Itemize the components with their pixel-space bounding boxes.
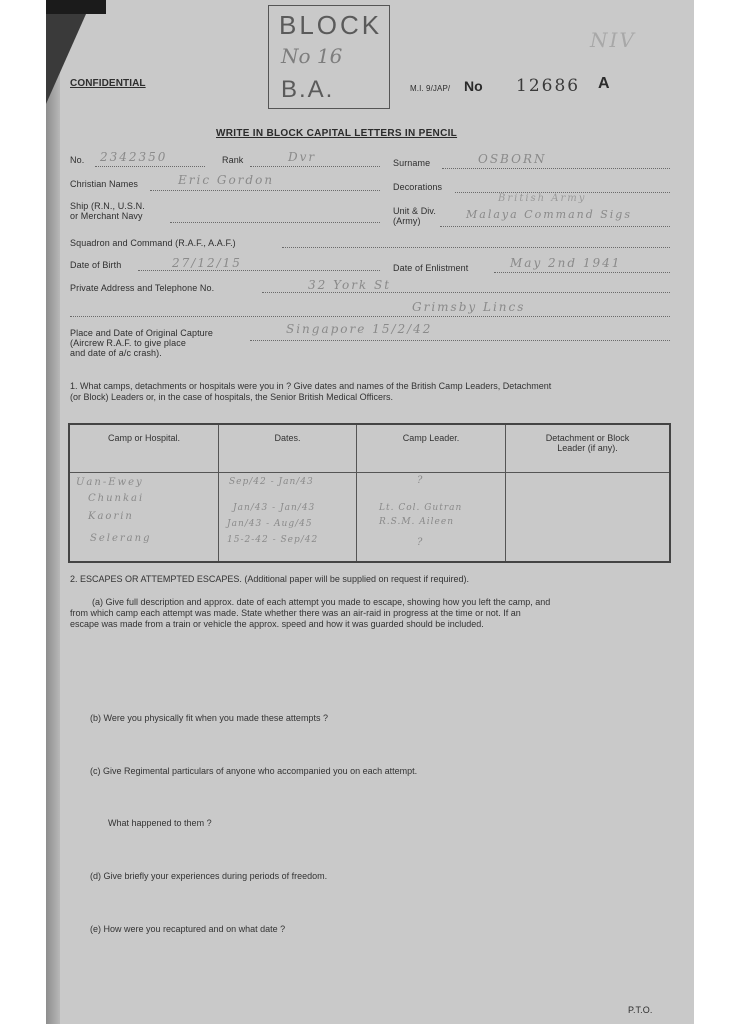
unit-value-1: British Army	[498, 193, 587, 204]
date-entry: Sep/42 - Jan/43	[229, 477, 314, 487]
address-value-1: 32 York St	[308, 278, 392, 292]
camp-cell	[69, 473, 219, 563]
capture-value: Singapore 15/2/42	[286, 322, 433, 336]
unit-label-line-2: (Army)	[393, 216, 421, 226]
table-row	[69, 473, 670, 563]
instruction-heading: WRITE IN BLOCK CAPITAL LETTERS IN PENCIL	[216, 128, 458, 139]
q1-text-line-1: 1. What camps, detachments or hospitals were you in ? Give dates and names of the British Camp Leaders, Detachment	[70, 381, 552, 391]
q2-title: 2. ESCAPES OR ATTEMPTED ESCAPES. (Additional paper will be supplied on request if required).	[70, 574, 470, 584]
dates-cell	[219, 473, 357, 563]
no-value: 2342350	[100, 150, 168, 164]
q2a-line-1: (a) Give full description and approx. date of each attempt you made to escape, showing how you left the camp, and	[92, 597, 551, 607]
enlistment-label: Date of Enlistment	[393, 263, 469, 273]
date-entry: Jan/43 - Jan/43	[233, 503, 316, 513]
number-label: No	[464, 78, 483, 94]
col-header-detachment-line-1: Detachment or Block	[545, 433, 630, 443]
col-header-camp: Camp or Hospital.	[69, 424, 219, 473]
table-header-row	[69, 424, 670, 473]
q1-text-line-2: (or Block) Leaders or, in the case of hospitals, the Senior British Medical Officers.	[70, 392, 393, 402]
capture-line	[250, 340, 670, 341]
annotation-mark: NIV	[590, 28, 636, 52]
capture-label-line-2: (Aircrew R.A.F. to give place	[70, 338, 186, 348]
rank-line	[250, 166, 380, 167]
capture-label	[70, 328, 213, 358]
col-header-detachment	[506, 424, 671, 473]
leader-entry: ?	[417, 475, 425, 486]
unit-label	[393, 206, 436, 226]
q2e-text: (e) How were you recaptured and on what date ?	[90, 924, 286, 934]
date-entry: Jan/43 - Aug/45	[227, 519, 313, 529]
block-stamp	[268, 5, 390, 109]
leader-cell	[357, 473, 506, 563]
camp-entry: Uan-Ewey	[76, 477, 144, 488]
ship-label-line-1: Ship (R.N., U.S.N.	[70, 201, 145, 211]
leader-entry: ?	[417, 537, 425, 548]
unit-value-2: Malaya Command Sigs	[466, 208, 632, 221]
dob-line	[138, 270, 380, 271]
date-entry: 15-2-42 - Sep/42	[227, 535, 319, 545]
detachment-cell	[506, 473, 671, 563]
confidential-label: CONFIDENTIAL	[70, 78, 146, 89]
ship-label-line-2: or Merchant Navy	[70, 211, 143, 221]
ship-line	[170, 222, 380, 223]
camp-entry: Selerang	[90, 533, 152, 544]
christian-line	[150, 190, 380, 191]
rank-value: Dvr	[288, 150, 317, 164]
surname-value: OSBORN	[478, 152, 547, 166]
squadron-line	[282, 247, 670, 248]
col-header-dates: Dates.	[219, 424, 357, 473]
col-header-detachment-line-2: Leader (if any).	[557, 443, 618, 453]
unit-label-line-1: Unit & Div.	[393, 206, 436, 216]
pto-label: P.T.O.	[628, 1005, 653, 1015]
address-line-1	[262, 292, 670, 293]
dob-value: 27/12/15	[172, 256, 242, 270]
q2c-subtext: What happened to them ?	[108, 818, 212, 828]
enlistment-line	[494, 272, 670, 273]
no-line	[95, 166, 205, 167]
col-header-leader: Camp Leader.	[357, 424, 506, 473]
surname-label: Surname	[393, 158, 431, 168]
camps-table	[68, 423, 671, 563]
folded-corner	[46, 14, 86, 104]
stamp-line-2: No 16	[281, 44, 343, 68]
enlistment-value: May 2nd 1941	[510, 256, 622, 270]
christian-value: Eric Gordon	[178, 173, 275, 187]
rank-label: Rank	[222, 155, 244, 165]
camp-entry: Kaorin	[88, 511, 134, 522]
decorations-label: Decorations	[393, 182, 443, 192]
form-code: M.I. 9/JAP/	[410, 84, 451, 93]
q2a-line-2: from which camp each attempt was made. State whether there was an air-raid in progress at the time or not. If an	[70, 608, 521, 618]
ship-label	[70, 201, 145, 221]
dob-label: Date of Birth	[70, 260, 122, 270]
q2a-line-3: escape was made from a train or vehicle the approx. speed and how it was guarded should be included.	[70, 619, 484, 629]
q2d-text: (d) Give briefly your experiences during periods of freedom.	[90, 871, 328, 881]
leader-entry: Lt. Col. Gutran	[379, 503, 463, 513]
squadron-label: Squadron and Command (R.A.F., A.A.F.)	[70, 238, 236, 248]
form-suffix: A	[598, 75, 610, 92]
binder-corner	[46, 0, 106, 14]
capture-label-line-3: and date of a/c crash).	[70, 348, 162, 358]
stamp-line-3: B.A.	[281, 76, 335, 103]
address-value-2: Grimsby Lincs	[412, 300, 526, 314]
q2c-text: (c) Give Regimental particulars of anyone who accompanied you on each attempt.	[90, 766, 418, 776]
address-label: Private Address and Telephone No.	[70, 283, 215, 293]
capture-label-line-1: Place and Date of Original Capture	[70, 328, 213, 338]
form-number: 12686	[516, 76, 581, 96]
leader-entry: R.S.M. Aileen	[379, 517, 454, 527]
no-label: No.	[70, 155, 85, 165]
unit-line	[440, 226, 670, 227]
camp-entry: Chunkai	[88, 493, 145, 504]
surname-line	[442, 168, 670, 169]
stamp-line-1: BLOCK	[279, 10, 383, 40]
q2b-text: (b) Were you physically fit when you made these attempts ?	[90, 713, 328, 723]
christian-label: Christian Names	[70, 179, 139, 189]
address-line-2	[70, 316, 670, 317]
